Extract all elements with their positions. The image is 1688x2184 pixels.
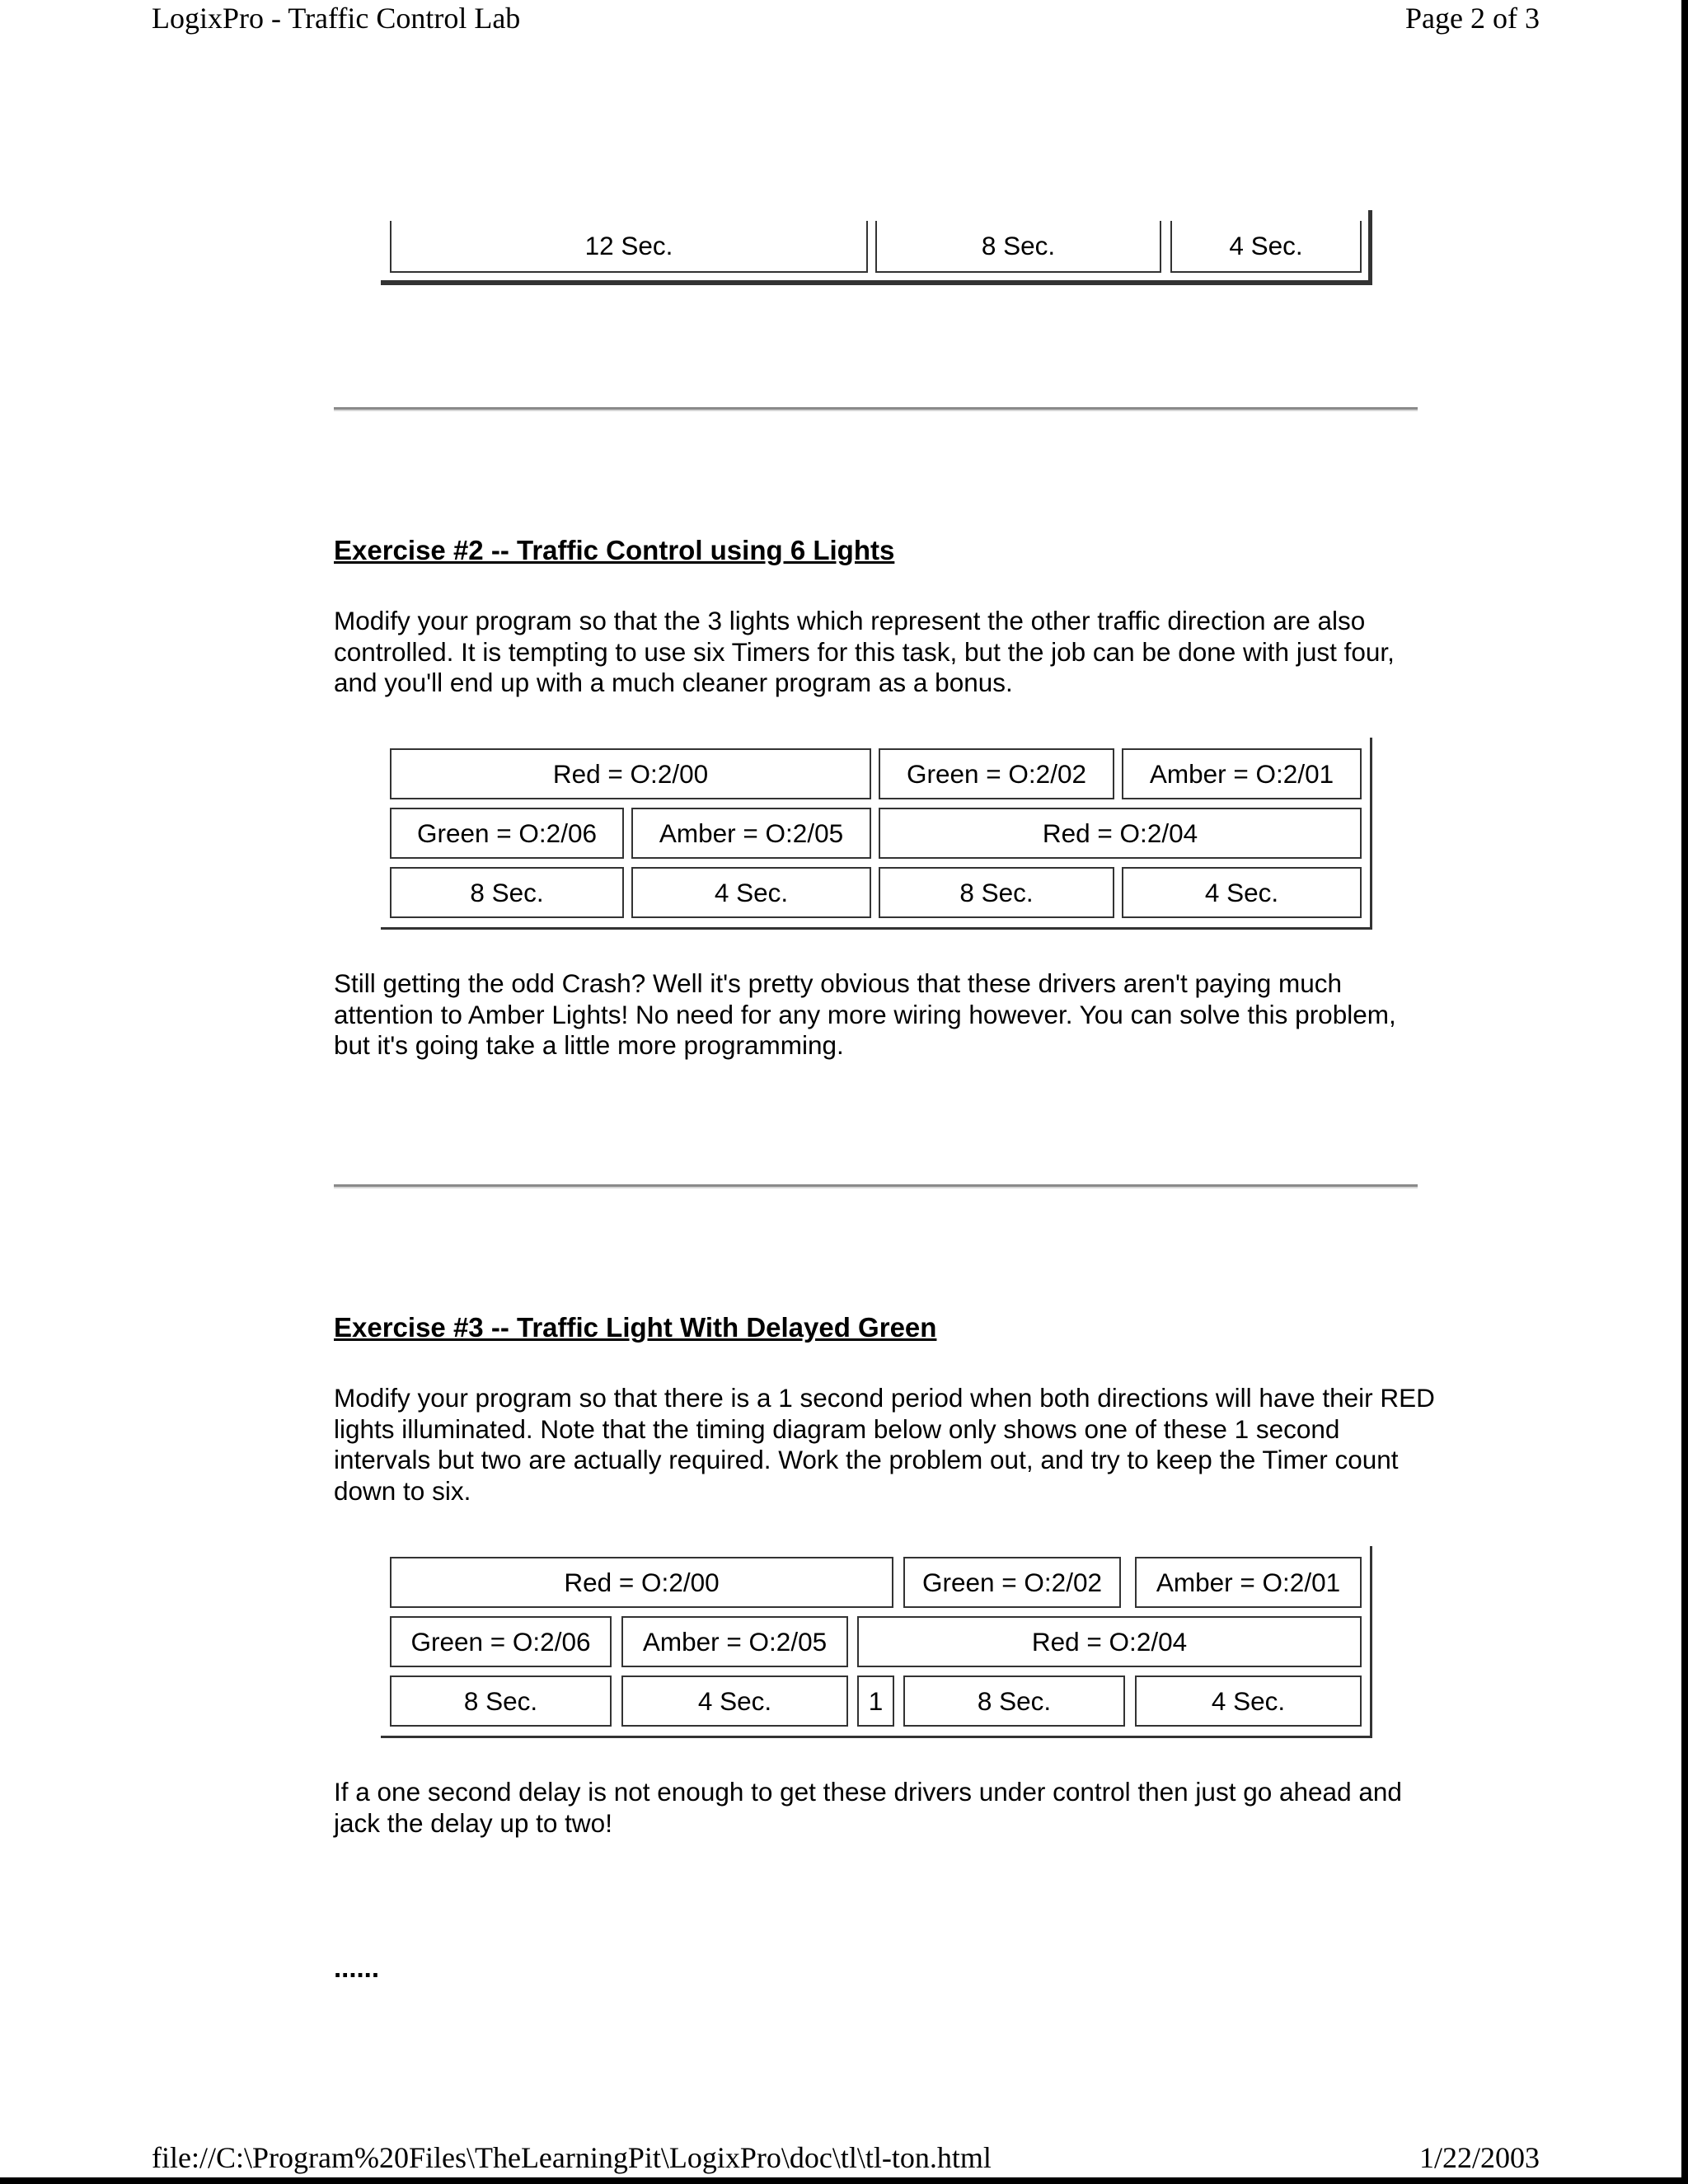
horizontal-rule-1 xyxy=(334,407,1418,411)
header-page-number: Page 2 of 3 xyxy=(1405,2,1540,35)
top-cell-12-sec: 12 Sec. xyxy=(390,221,868,273)
ellipsis: ...... xyxy=(334,1952,380,1983)
ex3-4-sec-a: 4 Sec. xyxy=(621,1675,848,1727)
exercise-3-heading: Exercise #3 -- Traffic Light With Delayed Green xyxy=(334,1312,937,1343)
page-border-right xyxy=(1681,0,1688,2184)
ex3-red-o204: Red = O:2/04 xyxy=(857,1616,1362,1667)
ex2-8-sec-a: 8 Sec. xyxy=(390,867,624,918)
footer-file-path: file://C:\Program%20Files\TheLearningPit\LogixPro\doc\tl\tl-ton.html xyxy=(152,2141,992,2174)
exercise-2-intro: Modify your program so that the 3 lights which represent the other traffic direction are also controlled. It is tempting to use six Timers for this task, but the job can be done with just four, and you'll end up with a much cleaner program as a bonus. xyxy=(334,606,1395,697)
ex2-8-sec-b: 8 Sec. xyxy=(879,867,1114,918)
ex2-green-o206: Green = O:2/06 xyxy=(390,808,624,859)
exercise-2-outro: Still getting the odd Crash? Well it's pretty obvious that these drivers aren't paying much attention to Amber Lights! No need for any more wiring however. You can solve this problem, but it's going take a little more programming. xyxy=(334,968,1396,1060)
exercise-2-heading: Exercise #2 -- Traffic Control using 6 Lights xyxy=(334,535,895,565)
top-cell-8-sec: 8 Sec. xyxy=(875,221,1161,273)
ex3-red-o200: Red = O:2/00 xyxy=(390,1557,893,1608)
footer-date: 1/22/2003 xyxy=(1418,2141,1540,2174)
ex3-8-sec-b: 8 Sec. xyxy=(903,1675,1125,1727)
ex2-red-o200: Red = O:2/00 xyxy=(390,748,871,799)
ex3-green-o202: Green = O:2/02 xyxy=(903,1557,1121,1608)
ex2-red-o204: Red = O:2/04 xyxy=(879,808,1362,859)
ex2-4-sec-b: 4 Sec. xyxy=(1122,867,1362,918)
top-table-bottom-border xyxy=(381,280,1372,283)
ex3-4-sec-b: 4 Sec. xyxy=(1135,1675,1362,1727)
horizontal-rule-2 xyxy=(334,1184,1418,1188)
ex3-8-sec-a: 8 Sec. xyxy=(390,1675,612,1727)
ex3-green-o206: Green = O:2/06 xyxy=(390,1616,612,1667)
ex2-amber-o201: Amber = O:2/01 xyxy=(1122,748,1362,799)
ex2-green-o202: Green = O:2/02 xyxy=(879,748,1114,799)
top-table-right-border xyxy=(1368,210,1371,283)
ex3-amber-o201: Amber = O:2/01 xyxy=(1135,1557,1362,1608)
exercise-3-intro: Modify your program so that there is a 1 second period when both directions will have their RED lights illuminated. Note that the timing diagram below only shows one of these 1 second intervals but two are actually required. Work the problem out, and try to keep the Timer count down to six. xyxy=(334,1383,1435,1506)
ex2-amber-o205: Amber = O:2/05 xyxy=(631,808,871,859)
ex3-amber-o205: Amber = O:2/05 xyxy=(621,1616,848,1667)
top-cell-4-sec: 4 Sec. xyxy=(1170,221,1362,273)
header-title: LogixPro - Traffic Control Lab xyxy=(152,2,521,35)
ex2-4-sec-a: 4 Sec. xyxy=(631,867,871,918)
exercise-3-outro: If a one second delay is not enough to get these drivers under control then just go ahead and jack the delay up to two! xyxy=(334,1777,1402,1838)
ex3-1-sec-delay: 1 xyxy=(857,1675,894,1727)
page-border-bottom xyxy=(0,2177,1688,2184)
